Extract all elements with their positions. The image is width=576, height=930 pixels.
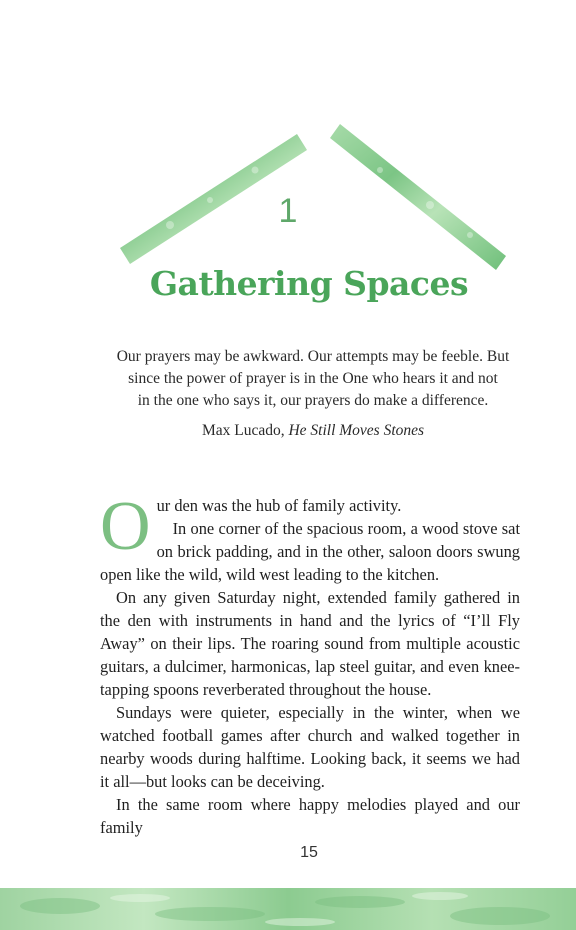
roof-decoration	[0, 0, 576, 290]
epigraph-line: since the power of prayer is in the One who hears it and not	[128, 370, 498, 387]
body-paragraph: Sundays were quieter, especially in the winter, when we watched football games after church and walked together in nearby woods during halftime. Looking back, it seems we had it all—but looks can be deceiving.	[100, 703, 520, 791]
epigraph-source: He Still Moves Stones	[288, 422, 425, 439]
chapter-number: 1	[278, 192, 298, 230]
page-number: 15	[300, 844, 318, 861]
footer-watercolor-band	[0, 888, 576, 930]
epigraph-author: Max Lucado,	[201, 422, 285, 439]
epigraph-quote	[100, 346, 526, 412]
epigraph-line: Our prayers may be awkward. Our attempts may be feeble. But	[116, 348, 510, 365]
body-paragraph: In the same room where happy melodies played and our family	[100, 795, 520, 837]
epigraph-attribution	[100, 422, 526, 440]
paragraph-text: ur den was the hub of family activity.	[156, 496, 402, 515]
chapter-body	[100, 488, 520, 839]
body-paragraph: On any given Saturday night, extended family gathered in the den with instruments in hand and the lyrics of “I’ll Fly Away” on their lips. The roaring sound from multiple acoustic guitars, a dulcimer, harmonicas, lap steel guitar, and even knee-tapping spoons reverberated throughout the house.	[100, 588, 520, 699]
dropcap: O	[100, 488, 151, 565]
chapter-title: Gathering Spaces	[149, 264, 469, 303]
epigraph-line: in the one who says it, our prayers do make a difference.	[137, 392, 489, 409]
body-paragraph: In one corner of the spacious room, a wood stove sat on brick padding, and in the other, saloon doors swung open like the wild, wild west leading to the kitchen.	[100, 519, 520, 584]
